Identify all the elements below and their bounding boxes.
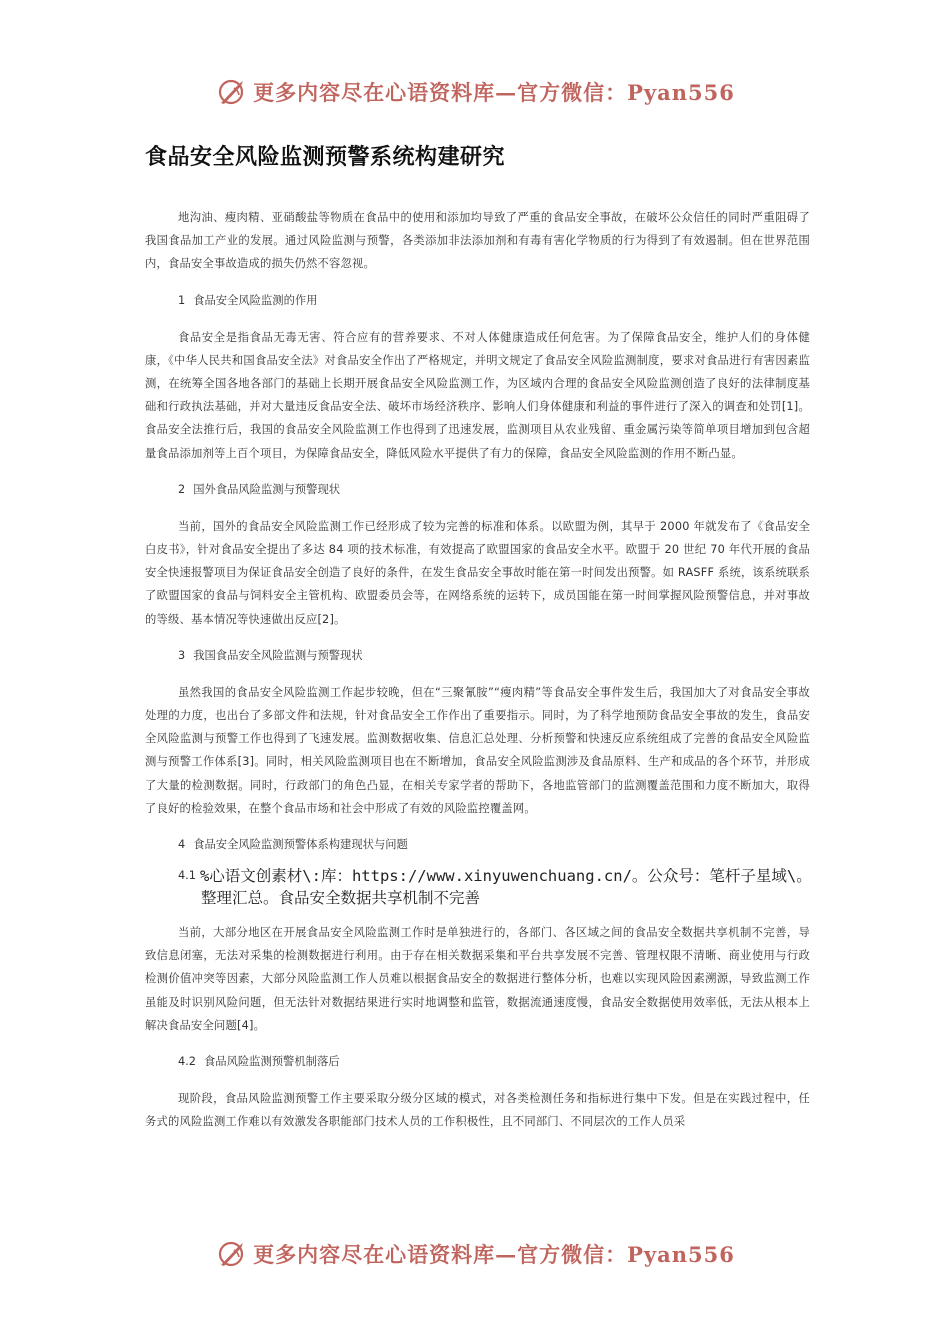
header-watermark-text: 更多内容尽在心语资料库—官方微信：Pyan556 [253, 80, 735, 105]
article-body [145, 206, 810, 1147]
section-4-2-title: 食品风险监测预警机制落后 [203, 1055, 340, 1069]
section-1-title: 食品安全风险监测的作用 [193, 293, 318, 307]
section-4-2-number: 4.2 [178, 1055, 196, 1069]
header-watermark-banner [0, 72, 950, 112]
pen-logo-icon [215, 75, 249, 109]
section-4-1-paragraph: 当前，大部分地区在开展食品安全风险监测工作时是单独进行的，各部门、各区域之间的食品安全数据共享机制不完善，导致信息闭塞，无法对采集的检测数据进行利用。由于存在相关数据采集和平台共享发展不完善、管理权限不清晰、商业使用与行政检测价值冲突等因素，大部分风险监测工作人员难以根据食品安全的数据进行整体分析，也难以实现风险因素溯源，导致监测工作虽能及时识别风险问题，但无法针对数据结果进行实时地调整和监管，数据流通速度慢，食品安全数据使用效率低，无法从根本上解决食品安全问题[4]。 [145, 926, 810, 1032]
section-4-1-heading [145, 866, 878, 909]
section-1-paragraph: 食品安全是指食品无毒无害、符合应有的营养要求、不对人体健康造成任何危害。为了保障食品安全，维护人们的身体健康，《中华人民共和国食品安全法》对食品安全作出了严格规定，并明文规定了食品安全风险监测制度，要求对食品进行有害因素监测，在统筹全国各地各部门的基础上长期开展食品安全风险监测工作，为区域内合理的食品安全风险监测创造了良好的法律制度基础和行政执法基础，并对大量违反食品安全法、破坏市场经济秩序、影响人们身体健康和利益的事件进行了深入的调查和处罚[1]。食品安全法推行后，我国的食品安全风险监测工作也得到了迅速发展，监测项目从农业残留、重金属污染等简单项目增加到包含超量食品添加剂等上百个项目，为保障食品安全，降低风险水平提供了有力的保障，食品安全风险监测的作用不断凸显。 [145, 330, 810, 460]
section-3-number: 3 [178, 648, 186, 662]
section-4-2-heading [145, 1051, 810, 1073]
pen-logo-icon [215, 1237, 249, 1271]
section-4-1-title-line1: %心语文创素材\:库：https://www.xinyuwenchuang.cn/。公众号：笔杆子星域\。 [199, 867, 812, 886]
section-4-2-paragraph: 现阶段，食品风险监测预警工作主要采取分级分区域的模式，对各类检测任务和指标进行集中下发。但是在实践过程中，任务式的风险监测工作难以有效激发各职能部门技术人员的工作积极性，且不同部门、不同层次的工作人员采 [145, 1092, 810, 1129]
section-3-paragraph: 虽然我国的食品安全风险监测工作起步较晚，但在“三聚氰胺”“瘦肉精”等食品安全事件发生后，我国加大了对食品安全事故处理的力度，也出台了多部文件和法规，针对食品安全工作作出了重要指示。同时，为了科学地预防食品安全事故的发生，食品安全风险监测与预警工作也得到了飞速发展。监测数据收集、信息汇总处理、分析预警和快速反应系统组成了完善的食品安全风险监测与预警工作体系[3]。同时，相关风险监测项目也在不断增加，食品安全风险监测涉及食品原料、生产和成品的各个环节，并形成了大量的检测数据。同时，行政部门的角色凸显，在相关专家学者的帮助下，各地监管部门的监测覆盖范围和力度不断加大，取得了良好的检验效果，在整个食品市场和社会中形成了有效的风险监控覆盖网。 [145, 685, 810, 815]
section-4-1-title-line2: 整理汇总。食品安全数据共享机制不完善 [201, 889, 481, 908]
section-2-number: 2 [178, 482, 186, 496]
section-1-heading [145, 290, 810, 312]
section-4-number: 4 [178, 838, 186, 852]
section-1-number: 1 [178, 293, 186, 307]
footer-watermark-banner [0, 1234, 950, 1274]
section-2-title: 国外食品风险监测与预警现状 [193, 482, 341, 496]
section-4-title: 食品安全风险监测预警体系构建现状与问题 [193, 838, 408, 852]
intro-paragraph: 地沟油、瘦肉精、亚硝酸盐等物质在食品中的使用和添加均导致了严重的食品安全事故，在破坏公众信任的同时严重阻碍了我国食品加工产业的发展。通过风险监测与预警，各类添加非法添加剂和有毒有害化学物质的行为得到了有效遏制。但在世界范围内，食品安全事故造成的损失仍然不容忽视。 [145, 211, 810, 271]
section-4-1-number: 4.1 [178, 869, 196, 883]
page-title: 食品安全风险监测预警系统构建研究 [145, 145, 506, 170]
footer-watermark-text: 更多内容尽在心语资料库—官方微信：Pyan556 [253, 1242, 735, 1267]
section-3-heading [145, 645, 810, 667]
section-3-title: 我国食品安全风险监测与预警现状 [193, 648, 363, 662]
section-2-paragraph: 当前，国外的食品安全风险监测工作已经形成了较为完善的标准和体系。以欧盟为例，其早于 2000 年就发布了《食品安全白皮书》，针对食品安全提出了多达 84 项的技术标准，有效提高了欧盟国家的食品安全水平。欧盟于 20 世纪 70 年代开展的食品安全快速报警项目为保证食品安全创造了良好的条件，在发生食品安全事故时能在第一时间发出预警。如 RASFF 系统，该系统联系了欧盟国家的食品与饲料安全主管机构、欧盟委员会等，在网络系统的运转下，成员国能在第一时间掌握风险预警信息，并对事故的等级、基本情况等快速做出反应[2]。 [145, 519, 810, 626]
section-4-heading [145, 834, 810, 856]
section-2-heading [145, 479, 810, 501]
